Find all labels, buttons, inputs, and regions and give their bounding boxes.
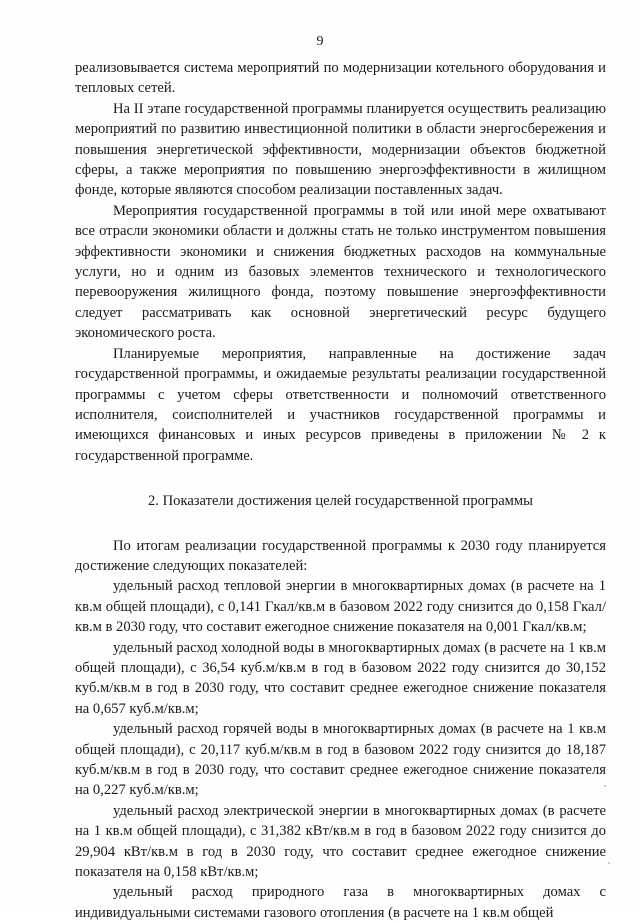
- paragraph: На II этапе государственной программы планируется осуществить реализацию мероприятий по развитию инвестиционной политики в области энергосбережения и повышения энергетической эффективности, модернизации объектов бюджетной сферы, а также мероприятия по повышению энергоэффективности в жилищном фонде, которые являются способом реализации поставленных задач.: [75, 100, 606, 199]
- indicator-item: удельный расход природного газа в многоквартирных домах с индивидуальными системами газового отопления (в расчете на 1 кв.м общей: [75, 884, 606, 921]
- page-number: 9: [316, 34, 324, 49]
- scan-speck: [608, 862, 610, 864]
- indicators-intro: По итогам реализации государственной программы к 2030 году планируется достижение следующих показателей:: [75, 537, 606, 574]
- indicator-item: удельный расход холодной воды в многоквартирных домах (в расчете на 1 кв.м общей площади), с 36,54 куб.м/кв.м в год в базовом 2022 году снизится до 30,152 куб.м/кв.м в год в 2030 году, что составит среднее ежегодное снижение показателя на 0,657 куб.м/кв.м;: [75, 639, 606, 717]
- paragraph: Планируемые мероприятия, направленные на достижение задач государственной программы, и ожидаемые результаты реализации государственной программы с учетом сферы ответственности и полномочий ответственного исполнителя, соисполнителей и участников государственной программы и имеющихся финансовых и иных ресурсов приведены в приложении № 2 к государственной программе.: [75, 345, 606, 464]
- paragraph: Мероприятия государственной программы в той или иной мере охватывают все отрасли экономики области и должны стать не только инструментом повышения эффективности экономики и снижения бюджетных расходов на коммунальные услуги, но и одним из базовых элементов технического и технологического перевооружения жилищного фонда, поэтому повышение энергоэффективности следует рассматривать как основной энергетический ресурс будущего экономического роста.: [75, 202, 606, 342]
- paragraph: реализовывается система мероприятий по модернизации котельного оборудования и тепловых сетей.: [75, 60, 606, 97]
- indicator-item: удельный расход тепловой энергии в многоквартирных домах (в расчете на 1 кв.м общей площади), с 0,141 Гкал/кв.м в базовом 2022 году снизится до 0,158 Гкал/кв.м в 2030 году, что составит ежегодное снижение показателя на 0,001 Гкал/кв.м;: [75, 578, 606, 636]
- scan-speck: [604, 785, 606, 787]
- indicator-item: удельный расход электрической энергии в многоквартирных домах (в расчете на 1 кв.м общей площади), с 31,382 кВт/кв.м в год в базовом 2022 году снизится до 29,904 кВт/кв.м в год в 2030 году, что составит среднее ежегодное снижение показателя на 0,158 кВт/кв.м;: [75, 802, 606, 881]
- indicator-item: удельный расход горячей воды в многоквартирных домах (в расчете на 1 кв.м общей площади), с 20,117 куб.м/кв.м в год в базовом 2022 году снизится до 18,187 куб.м/кв.м в год в 2030 году, что составит среднее ежегодное снижение показателя на 0,227 куб.м/кв.м;: [75, 721, 606, 799]
- section-heading: 2. Показатели достижения целей государственной программы: [148, 493, 533, 510]
- document-body: [75, 58, 606, 923]
